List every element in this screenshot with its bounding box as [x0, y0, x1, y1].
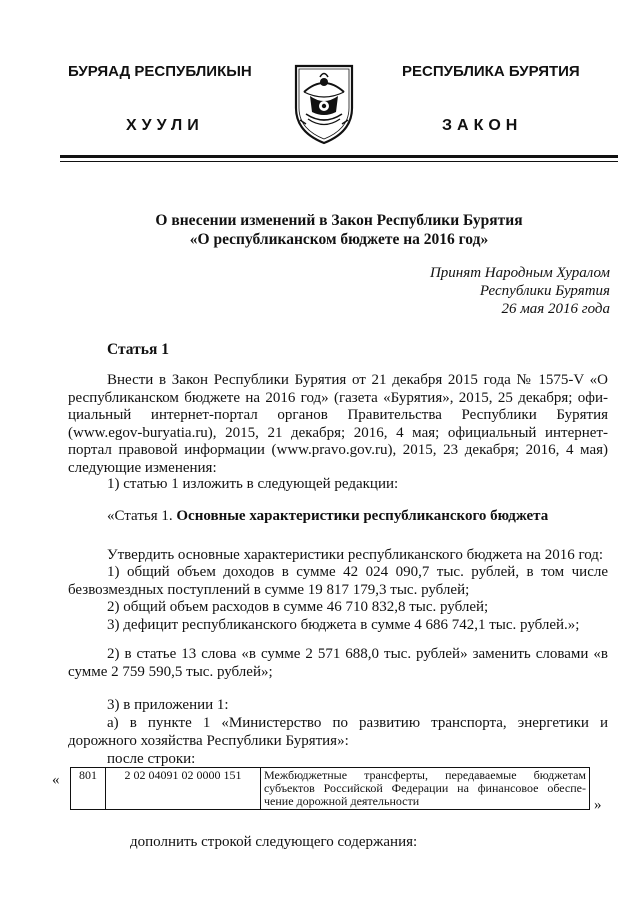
- after-row-label: после строки:: [107, 751, 196, 767]
- title-line-1: О внесении изменений в Закон Республики Бурятия: [155, 212, 523, 229]
- table-desc-line-3: чение дорожной деятельности: [264, 794, 420, 808]
- subitem-2: 2) общий объем расходов в сумме 46 710 832,8 тыс. рублей;: [107, 599, 489, 615]
- budget-table: [70, 767, 590, 810]
- item-3a-line-1: а) в пункте 1 «Министерство по развитию транспорта, энергетики и: [107, 715, 608, 731]
- intro-line-2: республиканском бюджете на 2016 год» (газета «Бурятия», 2015, 25 декабря; офи-: [68, 389, 608, 406]
- item-3a: [68, 715, 608, 750]
- item-2-line-2: сумме 2 759 590,5 тыс. рублей»;: [68, 663, 273, 680]
- intro-line-6: следующие изменения:: [68, 459, 217, 476]
- header-rule-thin: [60, 161, 618, 162]
- intro-line-5: портал правовой информации (www.pravo.gov.ru), 2015, 23 декабря; 2016, 4 мая): [68, 442, 608, 458]
- item-2: [68, 646, 608, 681]
- item-3a-line-2: дорожного хозяйства Республики Бурятия»:: [68, 732, 349, 749]
- close-quote: »: [594, 797, 602, 813]
- item-1: 1) статью 1 изложить в следующей редакции:: [107, 476, 399, 492]
- quoted-article-title: Основные характеристики республиканского бюджета: [176, 508, 549, 524]
- subitem-3: 3) дефицит республиканского бюджета в сумме 4 686 742,1 тыс. рублей.»;: [107, 616, 580, 633]
- quoted-article-heading: [107, 508, 548, 525]
- table-row: [71, 768, 590, 810]
- header-right-doctype: ЗАКОН: [442, 117, 523, 134]
- approve-line: Утвердить основные характеристики республиканского бюджета на 2016 год:: [107, 547, 604, 563]
- header-left-doctype: ХУУЛИ: [126, 117, 204, 134]
- table-cell-kbk: 2 02 04091 02 0000 151: [106, 768, 261, 810]
- header-left-title: БУРЯАД РЕСПУБЛИКЫН: [68, 63, 252, 80]
- item-2-line-1: 2) в статье 13 слова «в сумме 2 571 688,0 тыс. рублей» заменить словами «в: [107, 646, 608, 662]
- article-intro: [68, 372, 608, 477]
- table-cell-code: 801: [71, 768, 106, 810]
- table-desc-line-1: Межбюджетные трансферты, передаваемые бюджетам: [264, 768, 586, 782]
- subitems: [68, 564, 608, 634]
- subitem-1-line-2: безвозмездных поступлений в сумме 19 817 179,3 тыс. рублей;: [68, 581, 470, 598]
- adoption-line-1: Принят Народным Хуралом: [429, 265, 610, 281]
- title-line-2: «О республиканском бюджете на 2016 год»: [189, 231, 489, 248]
- article-heading: Статья 1: [107, 341, 169, 358]
- header-right-title: РЕСПУБЛИКА БУРЯТИЯ: [402, 63, 580, 80]
- coat-of-arms-icon: [290, 62, 358, 146]
- intro-line-4: (www.egov-buryatia.ru), 2015, 21 декабря; 2016, 4 мая; официальный интернет-: [68, 424, 608, 441]
- quoted-article-prefix: «Статья 1.: [107, 508, 173, 524]
- open-quote: «: [52, 772, 60, 788]
- intro-line-3: циальный интернет-портал органов Правительства Республики Бурятия: [68, 407, 608, 423]
- document-title: [120, 211, 558, 249]
- adoption-line-3: 26 мая 2016 года: [501, 301, 610, 317]
- adoption-line-2: Республики Бурятия: [479, 283, 610, 299]
- item-3: 3) в приложении 1:: [107, 697, 229, 713]
- subitem-1-line-1: 1) общий объем доходов в сумме 42 024 090,7 тыс. рублей, в том числе: [107, 564, 608, 580]
- supplement-line: дополнить строкой следующего содержания:: [130, 834, 418, 850]
- adoption-note: [340, 264, 610, 318]
- table-cell-description: [261, 768, 590, 810]
- intro-line-1: Внести в Закон Республики Бурятия от 21 декабря 2015 года № 1575-V «О: [107, 372, 608, 388]
- table-desc-line-2: субъектов Российской Федерации на финансовое обеспе-: [264, 781, 586, 795]
- header-rule-thick: [60, 155, 618, 158]
